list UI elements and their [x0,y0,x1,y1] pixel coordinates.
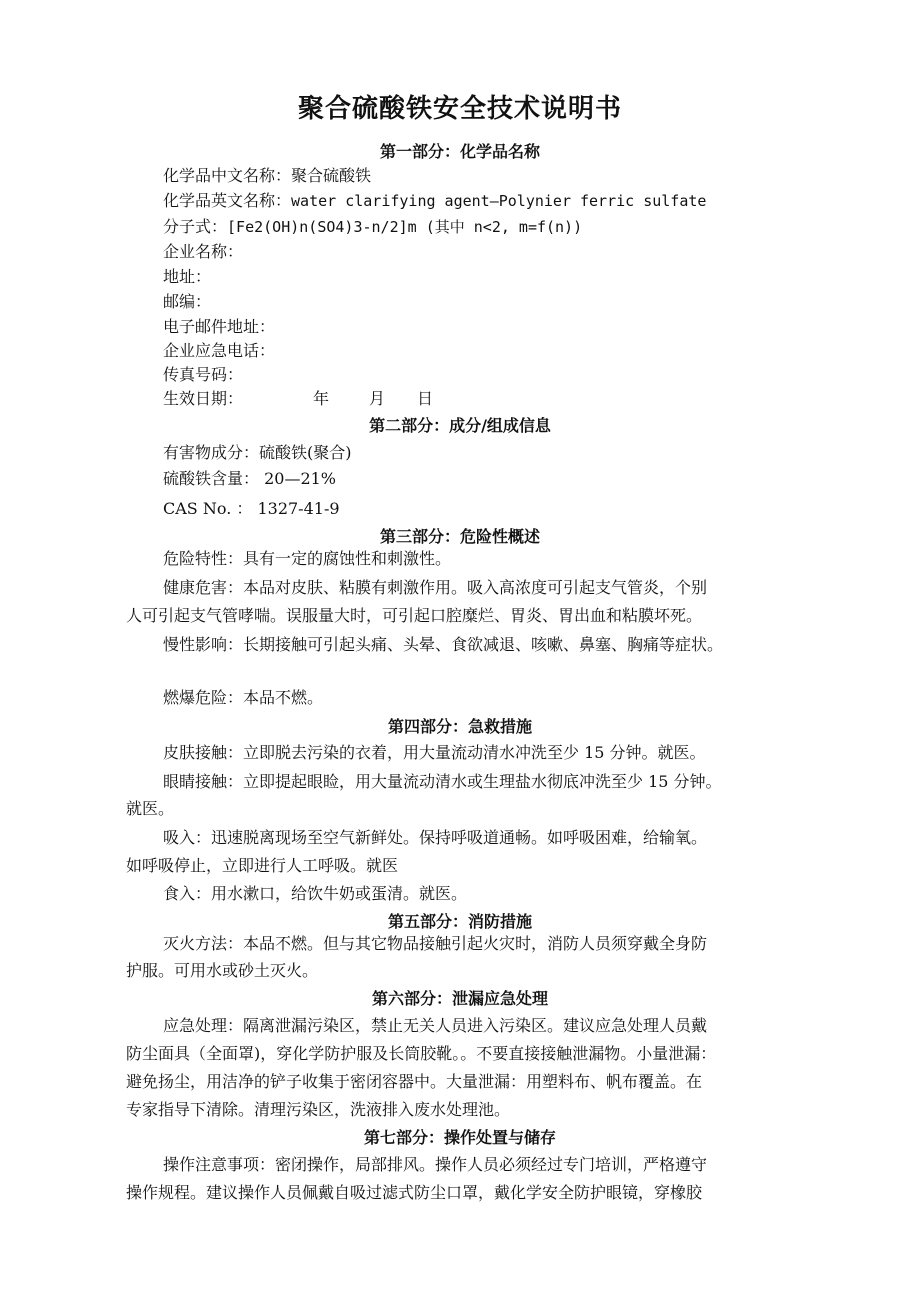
formula-line [163,214,582,237]
chinese-name-line: 化学品中文名称：聚合硫酸铁 [163,166,372,185]
email-line: 电子邮件地址： [163,317,276,336]
chronic-line: 慢性影响：长期接触可引起头痛、头晕、食欲减退、咳嗽、鼻塞、胸痛等症状。 [163,635,724,654]
health-line-2: 人可引起支气管哮喘。误服量大时，可引起口腔糜烂、胃炎、胃出血和粘膜坏死。 [126,606,703,625]
english-name-line [163,188,706,211]
emergency-phone-line: 企业应急电话： [163,341,276,360]
english-name-label: 化学品英文名称： [163,191,292,210]
section-3-heading: 第三部分：危险性概述 [379,527,540,546]
document-title: 聚合硫酸铁安全技术说明书 [297,94,622,124]
english-name-value: water clarifying agent—Polynier ferric sulfate [291,192,707,210]
formula-label: 分子式： [163,217,228,236]
spill-line-4: 专家指导下清除。清理污染区，洗液排入废水处理池。 [126,1100,511,1119]
content-line: 硫酸铁含量： 20—21% [163,469,337,488]
date-day: 日 [417,389,434,408]
date-month: 月 [369,389,386,408]
section-2-heading: 第二部分：成分/组成信息 [369,416,551,435]
spill-line-1: 应急处理：隔离泄漏污染区，禁止无关人员进入污染区。建议应急处理人员戴 [163,1016,708,1035]
formula-value: [Fe2(OH)n(SO4)3-n/2]m (其中 n<2, m=f(n)) [227,218,583,236]
inhalation-line-1: 吸入：迅速脱离现场至空气新鲜处。保持呼吸道通畅。如呼吸困难，给输氧。 [163,828,708,847]
skin-contact-line: 皮肤接触：立即脱去污染的衣着，用大量流动清水冲洗至少 15 分钟。就医。 [163,743,706,762]
fax-line: 传真号码： [163,365,244,384]
effective-date-line [163,386,433,409]
section-7-heading: 第七部分：操作处置与储存 [363,1128,556,1147]
hazard-line: 危险特性：具有一定的腐蚀性和刺激性。 [163,549,452,568]
date-year: 年 [313,389,330,408]
inhalation-line-2: 如呼吸停止，立即进行人工呼吸。就医 [126,856,399,875]
eye-contact-line-1: 眼睛接触：立即提起眼睑，用大量流动清水或生理盐水彻底冲洗至少 15 分钟。 [163,772,722,791]
cas-line: CAS No. ： 1327-41-9 [163,499,340,518]
spill-line-3: 避免扬尘，用洁净的铲子收集于密闭容器中。大量泄漏：用塑料布、帆布覆盖。在 [126,1072,703,1091]
section-5-heading: 第五部分：消防措施 [387,912,532,931]
address-line: 地址： [163,267,212,286]
spill-line-2: 防尘面具（全面罩)，穿化学防护服及长筒胶靴。。不要直接接触泄漏物。小量泄漏： [126,1044,717,1063]
extinguish-line-2: 护服。可用水或砂土灭火。 [126,961,319,980]
company-name-line: 企业名称： [163,242,244,261]
fire-hazard-line: 燃爆危险：本品不燃。 [163,688,324,707]
extinguish-line-1: 灭火方法：本品不燃。但与其它物品接触引起火灾时，消防人员须穿戴全身防 [163,934,708,953]
handling-line-1: 操作注意事项：密闭操作，局部排风。操作人员必须经过专门培训，严格遵守 [163,1155,708,1174]
effective-date-label: 生效日期： [163,389,244,408]
component-line: 有害物成分：硫酸铁(聚合) [163,443,352,462]
section-4-heading: 第四部分：急救措施 [387,717,532,736]
section-6-heading: 第六部分：泄漏应急处理 [371,989,548,1008]
handling-line-2: 操作规程。建议操作人员佩戴自吸过滤式防尘口罩，戴化学安全防护眼镜，穿橡胶 [126,1183,703,1202]
eye-contact-line-2: 就医。 [126,799,175,818]
postcode-line: 邮编： [163,292,212,311]
section-1-heading: 第一部分：化学品名称 [379,142,540,161]
health-line-1: 健康危害：本品对皮肤、粘膜有刺激作用。吸入高浓度可引起支气管炎，个别 [163,578,708,597]
ingestion-line: 食入：用水漱口，给饮牛奶或蛋清。就医。 [163,884,468,903]
